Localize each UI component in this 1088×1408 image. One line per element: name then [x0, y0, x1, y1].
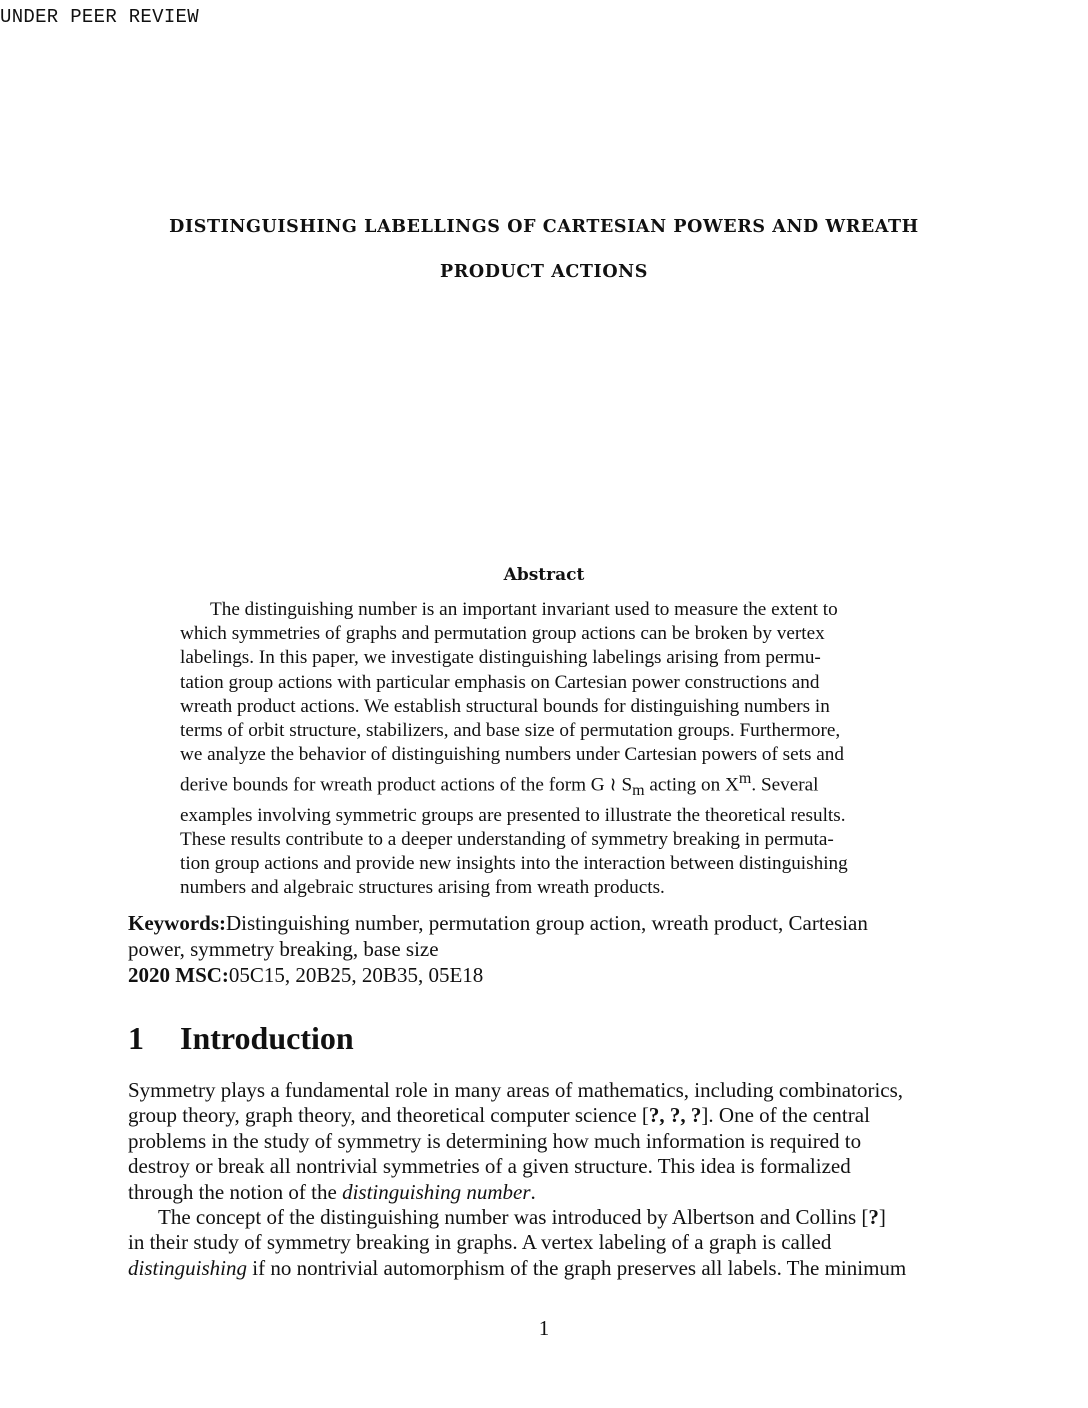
citation-ref: ?: [868, 1205, 879, 1230]
intro-line: in their study of symmetry breaking in graphs. A vertex labeling of a graph is called: [128, 1230, 832, 1255]
intro-line: Symmetry plays a fundamental role in many areas of mathematics, including combinatorics,: [128, 1078, 904, 1102]
intro-text: .: [530, 1179, 536, 1204]
formula-superscript: m: [738, 770, 752, 788]
term-distinguishing: distinguishing: [128, 1255, 248, 1280]
paper-title-line-1: DISTINGUISHING LABELLINGS OF CARTESIAN POWERS AND WREATH: [169, 217, 919, 237]
abstract-line: [180, 598, 908, 622]
paper-title-line-2: PRODUCT ACTIONS: [439, 262, 649, 282]
msc-label: 2020 MSC:: [128, 963, 229, 987]
intro-paragraph-1: [128, 1078, 960, 1205]
term-distinguishing-number: distinguishing number: [342, 1179, 531, 1204]
formula-end: . Several: [751, 774, 819, 796]
abstract-line-text: The distinguishing number is an important invariant used to measure the extent to: [210, 599, 838, 620]
intro-text: ]. One of the central: [701, 1103, 870, 1128]
page-number: 1: [538, 1316, 550, 1340]
intro-line: [128, 1103, 960, 1128]
section-title: Introduction: [180, 1020, 354, 1056]
introduction-body: [128, 1078, 960, 1281]
intro-paragraph-2: [128, 1205, 960, 1281]
abstract-line: wreath product actions. We establish structural bounds for distinguishing numbers in: [180, 695, 830, 717]
abstract-line: examples involving symmetric groups are presented to illustrate the theoretical results.: [180, 804, 846, 826]
keywords-block: [128, 910, 960, 988]
keywords-label: Keywords:: [128, 911, 226, 935]
abstract-body: [180, 598, 908, 901]
intro-text: ]: [878, 1205, 886, 1230]
keywords-text: Distinguishing number, permutation group action, wreath product, Cartesian: [226, 911, 868, 935]
intro-line: destroy or break all nontrivial symmetries of a given structure. This idea is formalized: [128, 1154, 851, 1179]
msc-line: [128, 962, 960, 988]
intro-text: through the notion of the: [128, 1179, 343, 1204]
abstract-line-formula: [180, 767, 908, 803]
citation-refs: ?, ?, ?: [648, 1103, 702, 1128]
section-heading-introduction: [128, 1020, 354, 1057]
abstract-line: These results contribute to a deeper understanding of symmetry breaking in permuta-: [180, 829, 834, 851]
abstract-heading: Abstract: [503, 565, 585, 585]
section-number: 1: [128, 1020, 144, 1056]
abstract-line: labelings. In this paper, we investigate distinguishing labelings arising from permu-: [180, 647, 821, 669]
msc-codes: 05C15, 20B25, 20B35, 05E18: [228, 963, 484, 987]
intro-text: if no nontrivial automorphism of the graph preserves all labels. The minimum: [247, 1255, 907, 1280]
abstract-line: we analyze the behavior of distinguishing numbers under Cartesian powers of sets and: [180, 744, 844, 766]
intro-line: [128, 1180, 960, 1205]
peer-review-watermark: UNDER PEER REVIEW: [0, 6, 199, 28]
keywords-line-2: power, symmetry breaking, base size: [128, 937, 439, 961]
intro-text: The concept of the distinguishing number was introduced by Albertson and Collins [: [158, 1205, 869, 1230]
abstract-line: tion group actions and provide new insights into the interaction between distinguishing: [180, 853, 848, 875]
intro-line: [128, 1205, 960, 1230]
intro-line: [128, 1256, 960, 1281]
formula-mid: acting on X: [644, 774, 739, 796]
intro-line: problems in the study of symmetry is determining how much information is required to: [128, 1128, 862, 1153]
abstract-line: numbers and algebraic structures arising from wreath products.: [180, 877, 665, 899]
abstract-line: which symmetries of graphs and permutation group actions can be broken by vertex: [180, 623, 825, 645]
keywords-line: [128, 910, 960, 936]
abstract-formula-text: derive bounds for wreath product actions of the form G ≀ S: [180, 774, 633, 796]
abstract-line: terms of orbit structure, stabilizers, and base size of permutation groups. Furthermore,: [180, 720, 841, 742]
abstract-line: tation group actions with particular emphasis on Cartesian power constructions and: [180, 671, 820, 693]
intro-text: group theory, graph theory, and theoretical computer science [: [128, 1103, 649, 1128]
formula-subscript: m: [632, 782, 645, 800]
